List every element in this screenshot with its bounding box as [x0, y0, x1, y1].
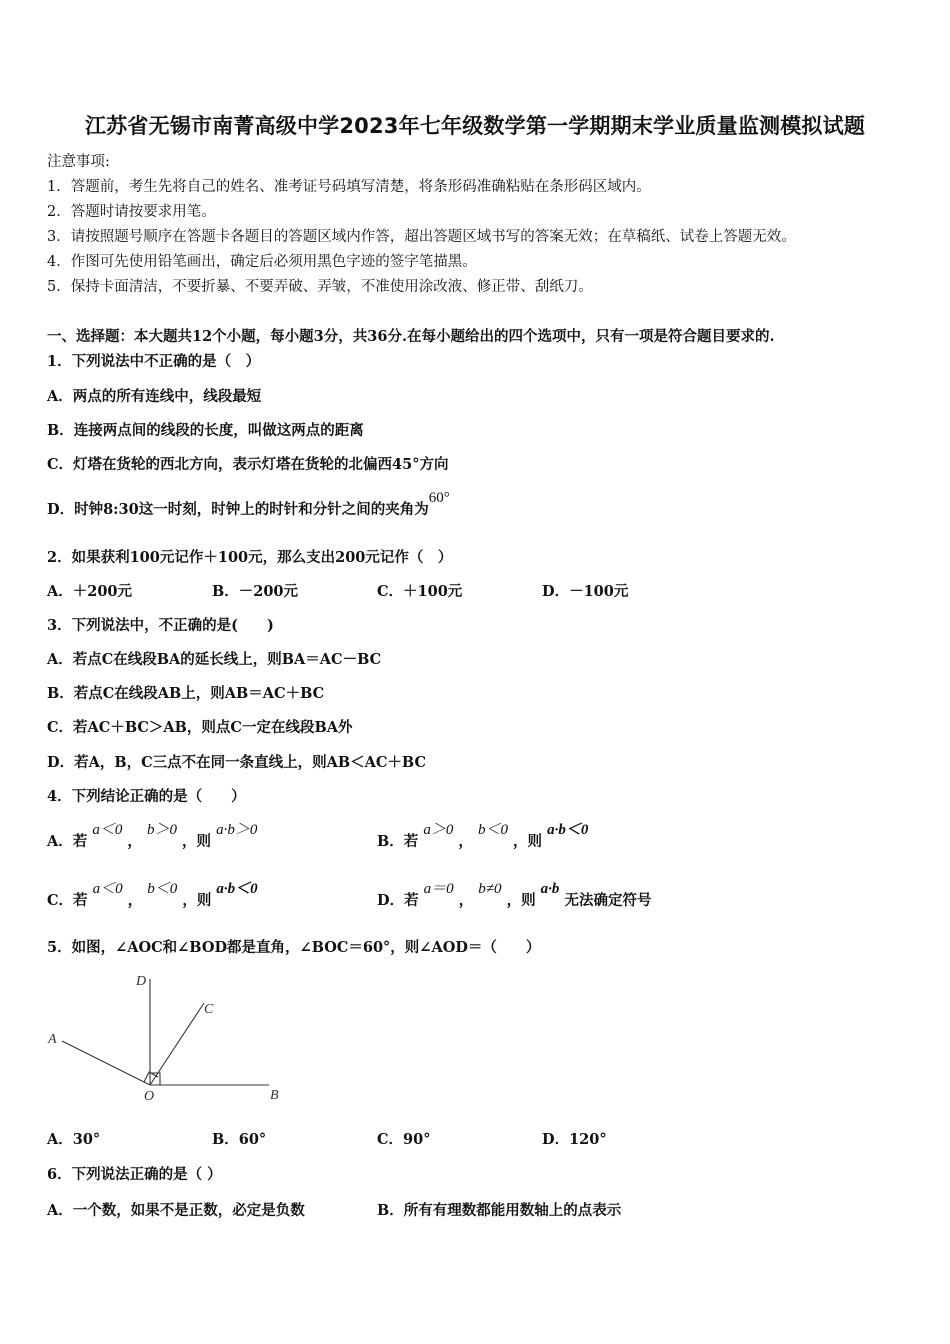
q4-d-label: D．若	[377, 892, 419, 909]
question-4-stem: 4．下列结论正确的是（ ）	[47, 788, 246, 805]
question-1-stem: 1．下列说法中不正确的是（ ）	[47, 353, 261, 370]
q3-option-c: C．若AC＋BC＞AB，则点C一定在线段BA外	[47, 719, 353, 736]
q1-option-d-math: 60°	[428, 490, 450, 506]
notice-item: 4．作图可先使用铅笔画出，确定后必须用黑色字迹的签字笔描黑。	[47, 254, 477, 270]
question-3-stem: 3．下列说法中，不正确的是( )	[47, 617, 274, 634]
q2-option-a: A．＋200元	[47, 583, 133, 600]
question-5-stem: 5．如图，∠AOC和∠BOD都是直角，∠BOC＝60°，则∠AOD＝（ ）	[47, 939, 541, 956]
q4-d-cond1: a＝0	[423, 881, 454, 897]
q4-b-comma: ，	[458, 833, 473, 850]
q4-option-a	[47, 822, 258, 852]
q1-option-a: A．两点的所有连线中，线段最短	[47, 388, 262, 405]
q4-a-comma: ，	[127, 833, 142, 850]
page-title: 江苏省无锡市南菁高级中学2023年七年级数学第一学期期末学业质量监测模拟试题	[84, 114, 866, 138]
q4-b-cond2: b＜0	[477, 822, 508, 838]
label-a: A	[48, 1032, 57, 1047]
q4-a-cond2: b＞0	[146, 822, 177, 838]
notice-item: 5．保持卡面清洁，不要折暴、不要弄破、弄皱，不准使用涂改液、修正带、刮纸刀。	[47, 279, 593, 295]
q1-option-b: B．连接两点间的线段的长度，叫做这两点的距离	[47, 422, 364, 439]
q4-c-cond2: b＜0	[147, 881, 178, 897]
q4-d-result: a·b	[540, 881, 560, 897]
q1-option-d-text: D．时钟8:30这一时刻，时钟上的时针和分针之间的夹角为	[47, 501, 429, 518]
q4-c-comma: ，	[127, 892, 143, 909]
label-d: D	[136, 974, 147, 989]
q4-option-b	[377, 822, 589, 852]
q4-b-label: B．若	[377, 833, 419, 850]
q3-option-d: D．若A，B，C三点不在同一条直线上，则AB＜AC＋BC	[47, 754, 426, 771]
q5-option-a: A．30°	[47, 1131, 101, 1148]
q4-b-cond1: a＞0	[423, 822, 454, 838]
question-2-stem: 2．如果获利100元记作＋100元，那么支出200元记作（ ）	[47, 549, 453, 566]
angle-figure	[44, 965, 294, 1105]
q1-option-c: C．灯塔在货轮的西北方向，表示灯塔在货轮的北偏西45°方向	[47, 456, 449, 473]
q6-option-a: A．一个数，如果不是正数，必定是负数	[47, 1202, 305, 1219]
q6-option-b: B．所有有理数都能用数轴上的点表示	[377, 1202, 622, 1219]
q2-option-c: C．＋100元	[377, 583, 463, 600]
q4-option-c	[47, 881, 258, 911]
q5-option-d: D．120°	[542, 1131, 607, 1148]
q4-a-then: ，则	[182, 833, 212, 850]
q4-d-comma: ，	[458, 892, 474, 909]
q4-option-d	[377, 881, 652, 911]
q4-a-result: a·b＞0	[216, 822, 258, 838]
q4-b-result: a·b＜0	[547, 822, 589, 838]
q4-b-then: ，则	[513, 833, 543, 850]
q1-option-d	[47, 490, 450, 520]
q3-option-a: A．若点C在线段BA的延长线上，则BA＝AC－BC	[47, 651, 382, 668]
q5-option-b: B．60°	[212, 1131, 267, 1148]
q4-a-label: A．若	[47, 833, 88, 850]
q4-d-cond2: b≠0	[478, 881, 502, 897]
q4-c-cond1: a＜0	[92, 881, 123, 897]
q4-c-label: C．若	[47, 892, 88, 909]
label-b: B	[270, 1088, 279, 1103]
q2-option-d: D．－100元	[542, 583, 629, 600]
q5-option-c: C．90°	[377, 1131, 431, 1148]
question-6-stem: 6．下列说法正确的是（ ）	[47, 1166, 222, 1183]
q2-option-b: B．－200元	[212, 583, 299, 600]
q3-option-b: B．若点C在线段AB上，则AB＝AC＋BC	[47, 685, 325, 702]
q4-d-tail: 无法确定符号	[564, 892, 652, 909]
notice-item: 1．答题前，考生先将自己的姓名、准考证号码填写清楚，将条形码准确粘贴在条形码区域内。	[47, 179, 651, 195]
notice-item: 2．答题时请按要求用笔。	[47, 204, 216, 220]
q4-c-result: a·b＜0	[216, 881, 258, 897]
label-o: O	[144, 1089, 155, 1104]
q4-c-then: ，则	[182, 892, 212, 909]
ray-oa	[62, 1041, 150, 1085]
section-heading: 一、选择题：本大题共12个小题，每小题3分，共36分.在每小题给出的四个选项中，只有一项是符合题目要求的.	[47, 328, 775, 345]
label-c: C	[204, 1002, 214, 1017]
notice-heading: 注意事项:	[47, 154, 110, 170]
q4-a-cond1: a＜0	[92, 822, 123, 838]
notice-item: 3．请按照题号顺序在答题卡各题目的答题区域内作答，超出答题区域书写的答案无效；在草稿纸、试卷上答题无效。	[47, 229, 796, 245]
q4-d-then: ，则	[506, 892, 536, 909]
